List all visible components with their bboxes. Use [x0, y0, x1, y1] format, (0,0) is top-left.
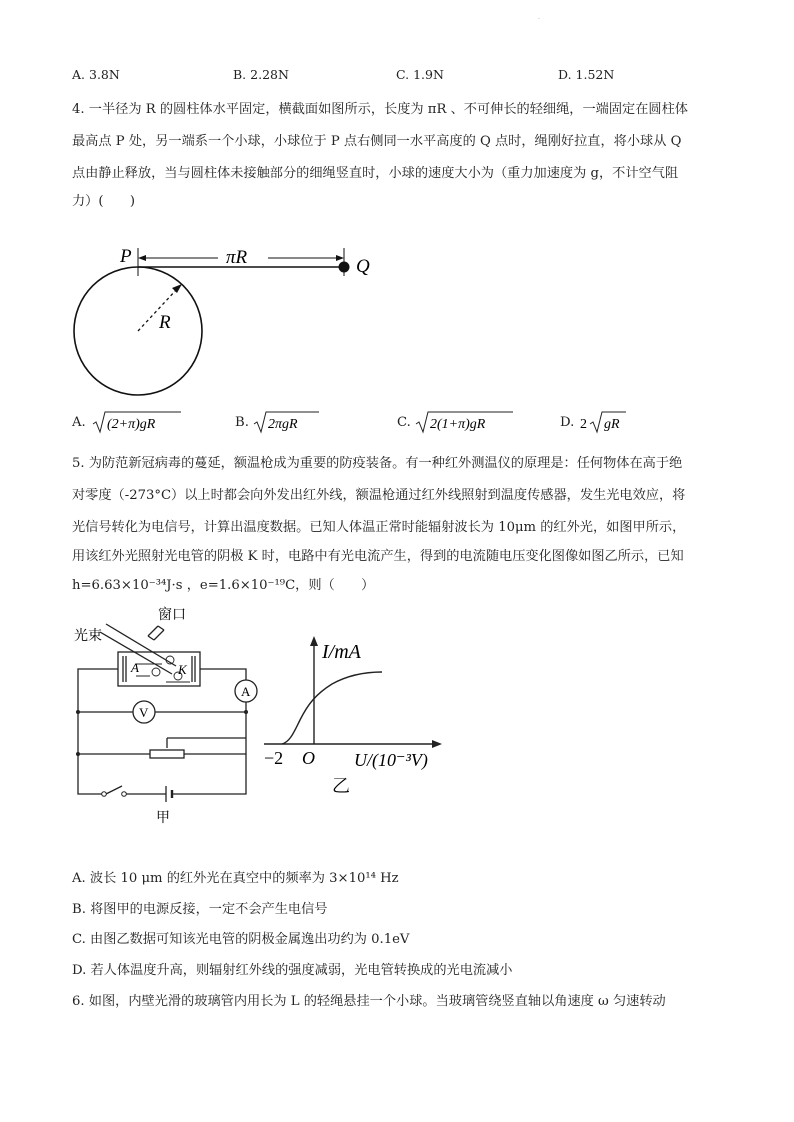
- q4-option-b-sqrt: [253, 410, 323, 436]
- q4-option-a-sqrt: [92, 410, 182, 436]
- window-frame: [148, 626, 158, 636]
- q5-option-d: D. 若人体温度升高，则辐射红外线的强度减弱，光电管转换成的光电流减小: [72, 963, 513, 978]
- q4-stem-line-2: 最高点 P 处，另一端系一个小球，小球位于 P 点右侧同一水平高度的 Q 点时，绳刚好拉直，将小球从 Q: [72, 134, 682, 149]
- q3-option-d: [558, 66, 614, 84]
- q4-stem-line-3: 点由静止释放，当与圆柱体未接触部分的细绳竖直时，小球的速度大小为（重力加速度为 g，不计空气阻: [72, 166, 679, 181]
- origin-label: O: [302, 748, 315, 768]
- option-text: 2.28N: [250, 67, 289, 82]
- option-letter: A.: [72, 67, 86, 82]
- radius-dashed: [138, 289, 177, 331]
- wire-bottom-right: [172, 754, 246, 794]
- voltmeter-label: V: [139, 705, 149, 720]
- label-q: Q: [356, 256, 370, 277]
- label-p: P: [120, 246, 132, 267]
- q6-stem-line-1: 6. 如图，内壁光滑的玻璃管内用长为 L 的轻绳悬挂一个小球。当玻璃管绕竖直轴以角速度 ω 匀速转动: [72, 994, 666, 1009]
- radius-arrowhead: [172, 284, 182, 293]
- wire-right-top: [200, 669, 246, 680]
- q4-stem-line-4: 力）( ): [72, 194, 136, 209]
- q5-stem-line-3: 光信号转化为电信号，计算出温度数据。已知人体温正常时能辐射波长为 10μm 的红外光，如图甲所示，: [72, 520, 686, 535]
- caption-jia: 甲: [156, 811, 170, 826]
- option-radicand: gR: [604, 417, 620, 432]
- option-text: 1.9N: [413, 67, 444, 82]
- label-r: R: [159, 312, 171, 333]
- y-axis-label: I/mA: [322, 641, 361, 663]
- q4-option-a: [72, 414, 86, 432]
- wire-bottom-left: [78, 754, 102, 794]
- option-text: 3.8N: [89, 67, 120, 82]
- page-mark: ·: [538, 16, 540, 23]
- q4-option-c-sqrt: [415, 410, 515, 436]
- option-letter: A.: [72, 415, 86, 430]
- arrowhead-left: [138, 255, 146, 261]
- x-axis-label: U/(10⁻³V): [354, 750, 428, 770]
- label-pir: πR: [226, 247, 248, 268]
- wire-voltmeter: [78, 702, 246, 712]
- q4-stem-line-1: 4. 一半径为 R 的圆柱体水平固定，横截面如图所示，长度为 πR 、不可伸长的轻细绳，一端固定在圆柱体: [72, 102, 688, 117]
- wire-rheostat: [78, 712, 246, 754]
- q3-option-a: [72, 66, 120, 84]
- q5-stem-line-4: 用该红外光照射光电管的阴极 K 时，电路中有光电流产生，得到的电流随电压变化图像如图乙所示，已知: [72, 549, 684, 564]
- option-letter: D.: [558, 67, 572, 82]
- q5-option-b: B. 将图甲的电源反接，一定不会产生电信号: [72, 902, 328, 917]
- caption-yi: 乙: [332, 776, 350, 796]
- q5-stem-line-1: 5. 为防范新冠病毒的蔓延，额温枪成为重要的防疫装备。有一种红外测温仪的原理是：任何物体在高于绝: [72, 456, 683, 471]
- label-beam: 光束: [74, 629, 102, 644]
- option-letter: B.: [233, 67, 247, 82]
- q5-stem-line-2: 对零度（-273°C）以上时都会向外发出红外线，额温枪通过红外线照射到温度传感器，发生光电效应，将: [72, 488, 686, 503]
- arrowhead-right: [336, 255, 344, 261]
- option-text: 1.52N: [575, 67, 615, 82]
- option-coefficient: 2: [580, 417, 587, 432]
- q3-option-c: [396, 66, 444, 84]
- q5-option-a: A. 波长 10 μm 的红外光在真空中的频率为 3×10¹⁴ Hz: [72, 871, 399, 886]
- y-axis-arrow: [310, 636, 318, 646]
- q4-option-c: [397, 414, 411, 432]
- label-window: 窗口: [158, 608, 186, 623]
- x-tick-neg2: −2: [264, 748, 284, 768]
- option-radicand: (2+π)gR: [107, 417, 156, 432]
- ammeter-label: A: [241, 684, 251, 699]
- ball-q: [339, 262, 350, 273]
- option-radicand: 2(1+π)gR: [430, 417, 486, 432]
- iu-curve: [282, 672, 382, 744]
- q4-option-b: [235, 414, 249, 432]
- q3-option-b: [233, 66, 289, 84]
- option-letter: C.: [396, 67, 410, 82]
- q5-figure-jia: [66, 602, 276, 832]
- q4-figure: [60, 236, 390, 406]
- option-letter: D.: [560, 415, 575, 430]
- rheostat: [150, 750, 184, 758]
- q5-option-c: C. 由图乙数据可知该光电管的阴极金属逸出功约为 0.1eV: [72, 932, 410, 947]
- option-letter: B.: [235, 415, 249, 430]
- q5-stem-line-5: h=6.63×10⁻³⁴J·s ，e=1.6×10⁻¹⁹C，则（ ）: [72, 578, 375, 593]
- switch: [106, 786, 122, 794]
- label-cathode-k: K: [178, 662, 187, 677]
- option-radicand: 2πgR: [268, 417, 298, 432]
- q4-option-d: [560, 414, 574, 432]
- label-anode-a: A: [131, 660, 139, 675]
- option-letter: C.: [397, 415, 411, 430]
- q4-option-d-sqrt: [578, 410, 638, 436]
- q5-figure-yi: [258, 628, 458, 798]
- light-beam: [106, 624, 176, 666]
- x-axis-arrow: [432, 740, 442, 748]
